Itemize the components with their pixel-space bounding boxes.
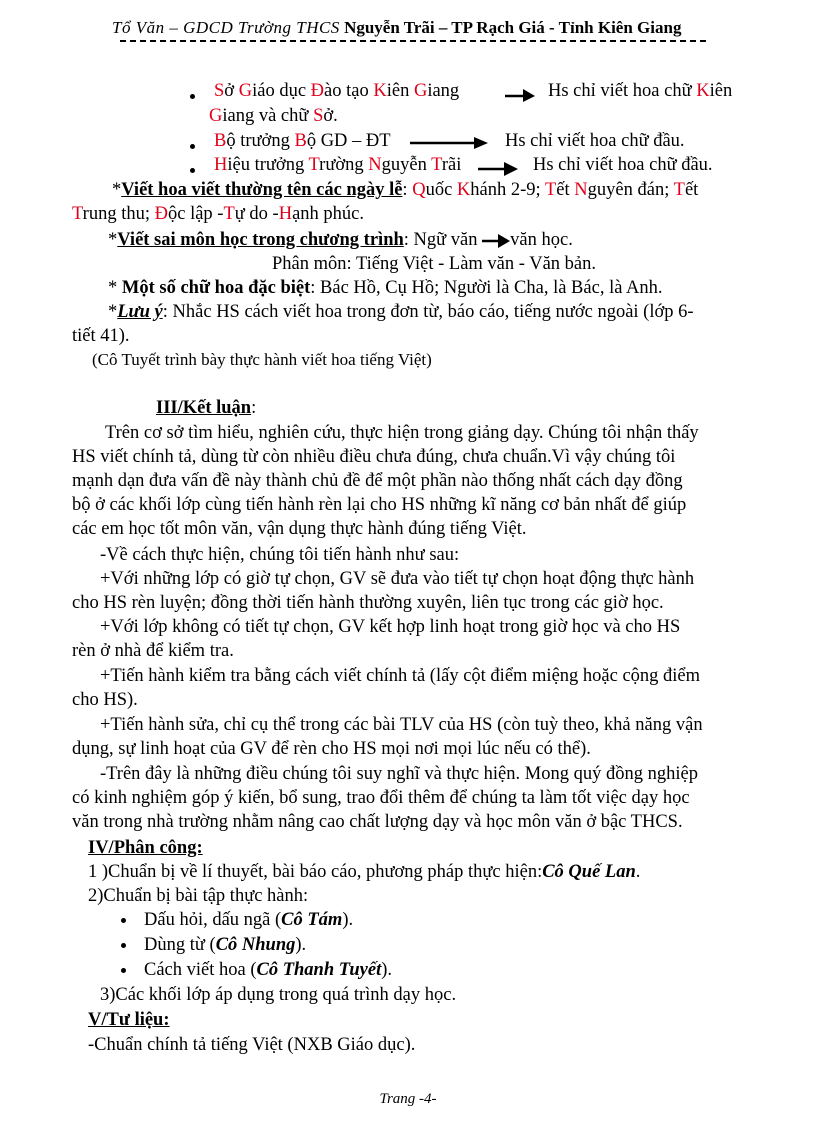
- conclusion-heading: III/Kết luận:: [156, 398, 257, 418]
- presenter-line: (Cô Tuyết trình bày thực hành viết hoa tiếng Việt): [92, 350, 432, 369]
- rule-1-note-cont: Giang và chữ Sở.: [209, 106, 338, 126]
- rule-1-example: Sở Giáo dục Đào tạo Kiên Giang: [214, 81, 460, 101]
- paragraph-line: -Trên đây là những điều chúng tôi suy nghĩ và thực hiện. Mong quý đồng nghiệp: [100, 764, 698, 784]
- paragraph-line: -Về cách thực hiện, chúng tôi tiến hành như sau:: [100, 545, 460, 565]
- assignment-sub-item: Dấu hỏi, dấu ngã (Cô Tám).: [144, 910, 354, 930]
- paragraph-line: rèn ở nhà để kiểm tra.: [72, 641, 234, 661]
- rule-3-example: Hiệu trưởng Trường Nguyễn Trãi: [214, 155, 462, 175]
- bullet-icon: [190, 144, 195, 149]
- header-school: Nguyễn Trãi – TP Rạch Giá - Tỉnh Kiên Giang: [344, 18, 682, 37]
- holidays-line-2: Trung thu; Độc lập -Tự do -Hạnh phúc.: [72, 204, 365, 224]
- rule-3-note: Hs chỉ viết hoa chữ đầu.: [533, 155, 713, 175]
- references-line: -Chuẩn chính tả tiếng Việt (NXB Giáo dục).: [88, 1035, 416, 1055]
- paragraph-line: +Với lớp không có tiết tự chọn, GV kết hợp linh hoạt trong giờ học và cho HS: [100, 617, 681, 637]
- header-handwritten: Tổ Văn – GDCD Trường THCS: [112, 18, 340, 37]
- note-line-2: tiết 41).: [72, 326, 130, 346]
- rule-1-note: Hs chỉ viết hoa chữ Kiên: [548, 81, 733, 101]
- assignment-sub-item: Cách viết hoa (Cô Thanh Tuyết).: [144, 960, 393, 980]
- rule-2-example: Bộ trưởng Bộ GD – ĐT: [214, 131, 391, 151]
- arrow-right-icon: [410, 137, 488, 151]
- paragraph-line: +Tiến hành kiểm tra bằng cách viết chính tả (lấy cột điểm miệng hoặc cộng điểm: [100, 666, 701, 686]
- paragraph-line: +Với những lớp có giờ tự chọn, GV sẽ đưa vào tiết tự chọn hoạt động thực hành: [100, 569, 695, 589]
- header-divider: [120, 40, 706, 42]
- paragraph-line: các em học tốt môn văn, vận dụng thực hành đúng tiếng Việt.: [72, 519, 527, 539]
- assignment-item-2: 2)Chuẩn bị bài tập thực hành:: [88, 886, 309, 906]
- paragraph-line: cho HS rèn luyện; đồng thời tiến hành thường xuyên, liên tục trong các giờ học.: [72, 593, 664, 613]
- bullet-icon: [121, 943, 126, 948]
- paragraph-line: +Tiến hành sửa, chỉ cụ thể trong các bài TLV của HS (còn tuỳ theo, khả năng vận: [100, 715, 703, 735]
- arrow-right-icon: [482, 234, 510, 248]
- page-header: [112, 18, 681, 38]
- assignment-item-1: 1 )Chuẩn bị về lí thuyết, bài báo cáo, phương pháp thực hiện:Cô Quế Lan.: [88, 862, 641, 882]
- arrow-right-icon: [505, 88, 535, 102]
- bullet-icon: [190, 94, 195, 99]
- references-heading: V/Tư liệu:: [88, 1010, 170, 1030]
- subjects-line: *Viết sai môn học trong chương trình: Ngữ văn văn học.: [108, 230, 573, 250]
- assignment-item-3: 3)Các khối lớp áp dụng trong quá trình dạy học.: [100, 985, 457, 1005]
- assignment-sub-item: Dùng từ (Cô Nhung).: [144, 935, 307, 955]
- paragraph-line: có kinh nghiệm góp ý kiến, bổ sung, trao đổi thêm để chúng ta làm tốt việc dạy học: [72, 788, 690, 808]
- bullet-icon: [121, 918, 126, 923]
- paragraph-line: HS viết chính tả, dùng từ còn nhiều điều chưa đúng, chưa chuẩn.Vì vậy chúng tôi: [72, 447, 676, 467]
- subjects-line-2: Phân môn: Tiếng Việt - Làm văn - Văn bản.: [272, 254, 596, 274]
- note-line-1: *Lưu ý: Nhắc HS cách viết hoa trong đơn từ, báo cáo, tiếng nước ngoài (lớp 6-: [108, 302, 694, 322]
- bullet-icon: [190, 168, 195, 173]
- paragraph-line: văn trong nhà trường nhằm nâng cao chất lượng dạy và học môn văn ở bậc THCS.: [72, 812, 683, 832]
- page-number: Trang -4-: [379, 1091, 437, 1107]
- paragraph-line: mạnh dạn đưa vấn đề này thành chủ đề để một phần nào thống nhất cách dạy đồng: [72, 471, 683, 491]
- arrow-right-icon: [478, 162, 518, 176]
- assignment-heading: IV/Phân công:: [88, 838, 203, 858]
- paragraph-line: dụng, sự linh hoạt của GV để rèn cho HS mọi nơi mọi lúc nếu có thể).: [72, 739, 591, 759]
- holidays-line-1: *Viết hoa viết thường tên các ngày lễ: Quốc Khánh 2-9; Tết Nguyên đán; Tết: [112, 180, 699, 200]
- paragraph-line: Trên cơ sở tìm hiểu, nghiên cứu, thực hiện trong giảng dạy. Chúng tôi nhận thấy: [105, 423, 699, 443]
- paragraph-line: bộ ở các khối lớp cùng tiến hành rèn lại cho HS những kĩ năng cơ bản nhất để giúp: [72, 495, 687, 515]
- special-line: * Một số chữ hoa đặc biệt: Bác Hồ, Cụ Hồ; Người là Cha, là Bác, là Anh.: [108, 278, 663, 298]
- paragraph-line: cho HS).: [72, 690, 138, 710]
- bullet-icon: [121, 968, 126, 973]
- rule-2-note: Hs chỉ viết hoa chữ đầu.: [505, 131, 685, 151]
